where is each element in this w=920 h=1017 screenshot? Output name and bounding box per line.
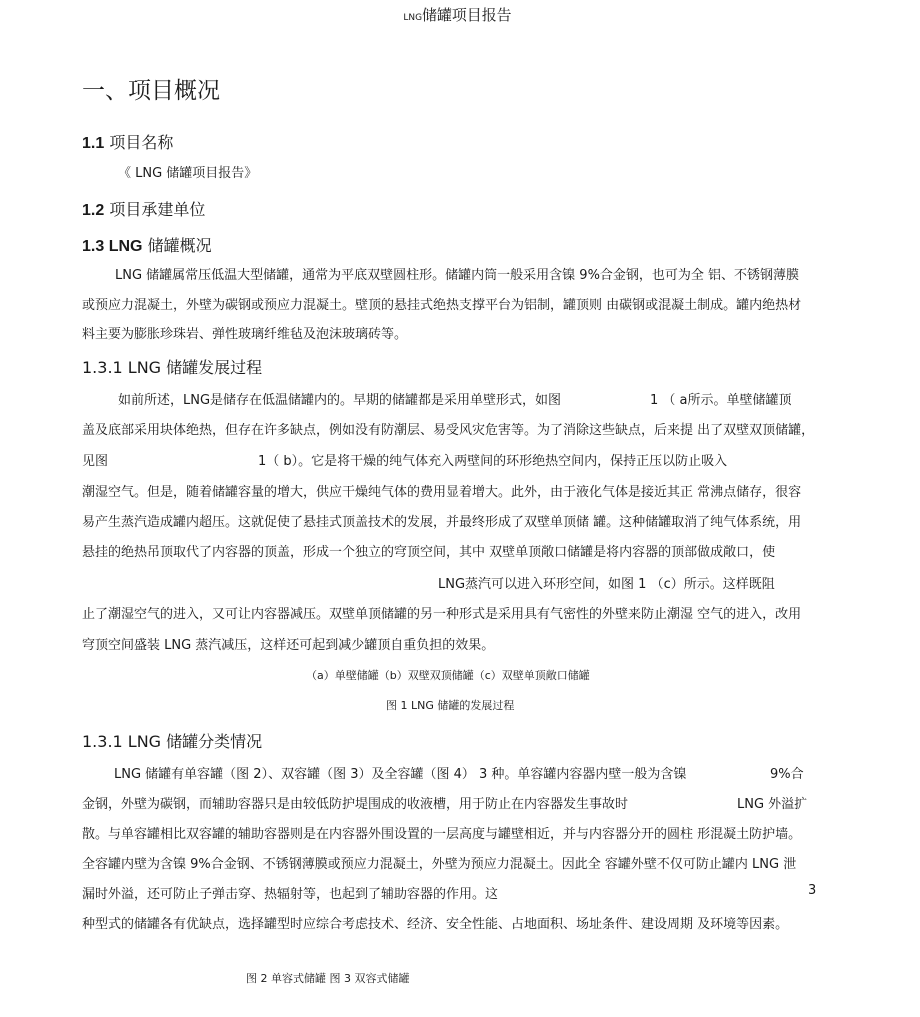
dev-para-line-4: 潮湿空气。但是，随着储罐容量的增大，供应干燥纯气体的费用显着增大。此外，由于液化气体是接近其正 常沸点储存，很容 [82, 485, 802, 500]
figure-2-3-caption: 图 2 单容式储罐 图 3 双容式储罐 [246, 972, 410, 985]
heading-1-1-num: 1.1 [82, 135, 105, 152]
dev-para-line-5: 易产生蒸汽造成罐内超压。这就促使了悬挂式顶盖技术的发展，并最终形成了双壁单顶储 罐。这种储罐取消了纯气体系统，用 [82, 515, 802, 530]
class-para-line-6: 种型式的储罐各有优缺点，选择罐型时应综合考虑技术、经济、安全性能、占地面积、场址条件、建设周期 及环境等因素。 [82, 917, 789, 932]
class-para-line-1a: LNG 储罐有单容罐（图 2）、双容罐（图 3）及全容罐（图 4） 3 种。单容罐内容器内壁一般为含镍 [114, 767, 687, 782]
heading-1-2-num: 1.2 [82, 202, 105, 219]
overview-line-3: 料主要为膨胀珍珠岩、弹性玻璃纤维毡及泡沫玻璃砖等。 [82, 327, 408, 342]
class-para-line-4: 全容罐内壁为含镍 9%合金钢、不锈钢薄膜或预应力混凝土，外壁为预应力混凝土。因此全 容罐外壁不仅可防止罐内 LNG 泄 [82, 857, 797, 872]
page-header [0, 4, 915, 25]
dev-para-line-7: LNG蒸汽可以进入环形空间，如图 1 （c）所示。这样既阻 [438, 577, 775, 592]
figure-1-caption: 图 1 LNG 储罐的发展过程 [386, 699, 515, 712]
section-heading-overview: 一、项目概况 [82, 78, 220, 104]
header-prefix: LNG [403, 13, 423, 23]
dev-para-line-1a: 如前所述，LNG是储存在低温储罐内的。早期的储罐都是采用单壁形式，如图 [118, 393, 562, 408]
dev-para-line-2: 盖及底部采用块体绝热，但存在许多缺点，例如没有防潮层、易受风灾危害等。为了消除这些缺点，后来提 出了双壁双顶储罐， [82, 423, 815, 438]
class-para-line-5a: 漏时外溢，还可防止子弹击穿、热辐射等，也起到了辅助容器的作用。这 [82, 887, 499, 902]
dev-para-line-9: 穹顶空间盛装 LNG 蒸汽减压，这样还可起到减少罐顶自重负担的效果。 [82, 638, 495, 653]
dev-para-line-8: 止了潮湿空气的进入，又可让内容器减压。双壁单顶储罐的另一种形式是采用具有气密性的外壁来防止潮湿 空气的进入，改用 [82, 607, 802, 622]
dev-para-line-3a: 见图 [82, 454, 109, 469]
class-para-line-2b: LNG 外溢扩 [737, 797, 808, 812]
class-para-line-3: 散。与单容罐相比双容罐的辅助容器则是在内容器外围设置的一层高度与罐壁相近，并与内容器分开的圆柱 形混凝土防护墙。 [82, 827, 802, 842]
dev-para-line-3b: 1（ b）。它是将干燥的纯气体充入两壁间的环形绝热空间内，保持正压以防止吸入 [258, 454, 728, 469]
overview-line-1: LNG 储罐属常压低温大型储罐，通常为平底双壁圆柱形。储罐内筒一般采用含镍 9%合金钢，也可为全 铝、不锈钢薄膜 [115, 268, 800, 283]
heading-1-3 [82, 233, 212, 256]
heading-1-3-num: 1.3 LNG [82, 238, 143, 255]
heading-1-3-1-development: 1.3.1 LNG 储罐发展过程 [82, 358, 263, 377]
project-name-value: 《 LNG 储罐项目报告》 [118, 166, 258, 181]
dev-para-line-6: 悬挂的绝热吊顶取代了内容器的顶盖，形成一个独立的穹顶空间，其中 双壁单顶敞口储罐是将内容器的顶部做成敞口，使 [82, 545, 776, 560]
heading-1-1 [82, 130, 173, 153]
dev-para-line-1b: 1 （ a所示。单壁储罐顶 [650, 393, 792, 408]
heading-1-3-title: 储罐概况 [147, 236, 212, 255]
class-para-line-5b: 3 [808, 883, 817, 898]
heading-1-3-1-classification: 1.3.1 LNG 储罐分类情况 [82, 732, 263, 751]
class-para-line-1b: 9%合 [770, 767, 804, 782]
class-para-line-2a: 金钢，外壁为碳钢，而辅助容器只是由较低防护堤围成的收液槽，用于防止在内容器发生事故时 [82, 797, 629, 812]
heading-1-2-title: 项目承建单位 [109, 200, 206, 219]
heading-1-1-title: 项目名称 [109, 133, 174, 152]
figure-1-subcaptions: （a）单壁储罐（b）双壁双顶储罐（c）双壁单顶敞口储罐 [306, 669, 590, 682]
header-title: 储罐项目报告 [422, 6, 512, 24]
heading-1-2 [82, 197, 205, 220]
overview-line-2: 或预应力混凝土，外壁为碳钢或预应力混凝土。壁顶的悬挂式绝热支撑平台为铝制，罐顶则 由碳钢或混凝土制成。罐内绝热材 [82, 298, 802, 313]
